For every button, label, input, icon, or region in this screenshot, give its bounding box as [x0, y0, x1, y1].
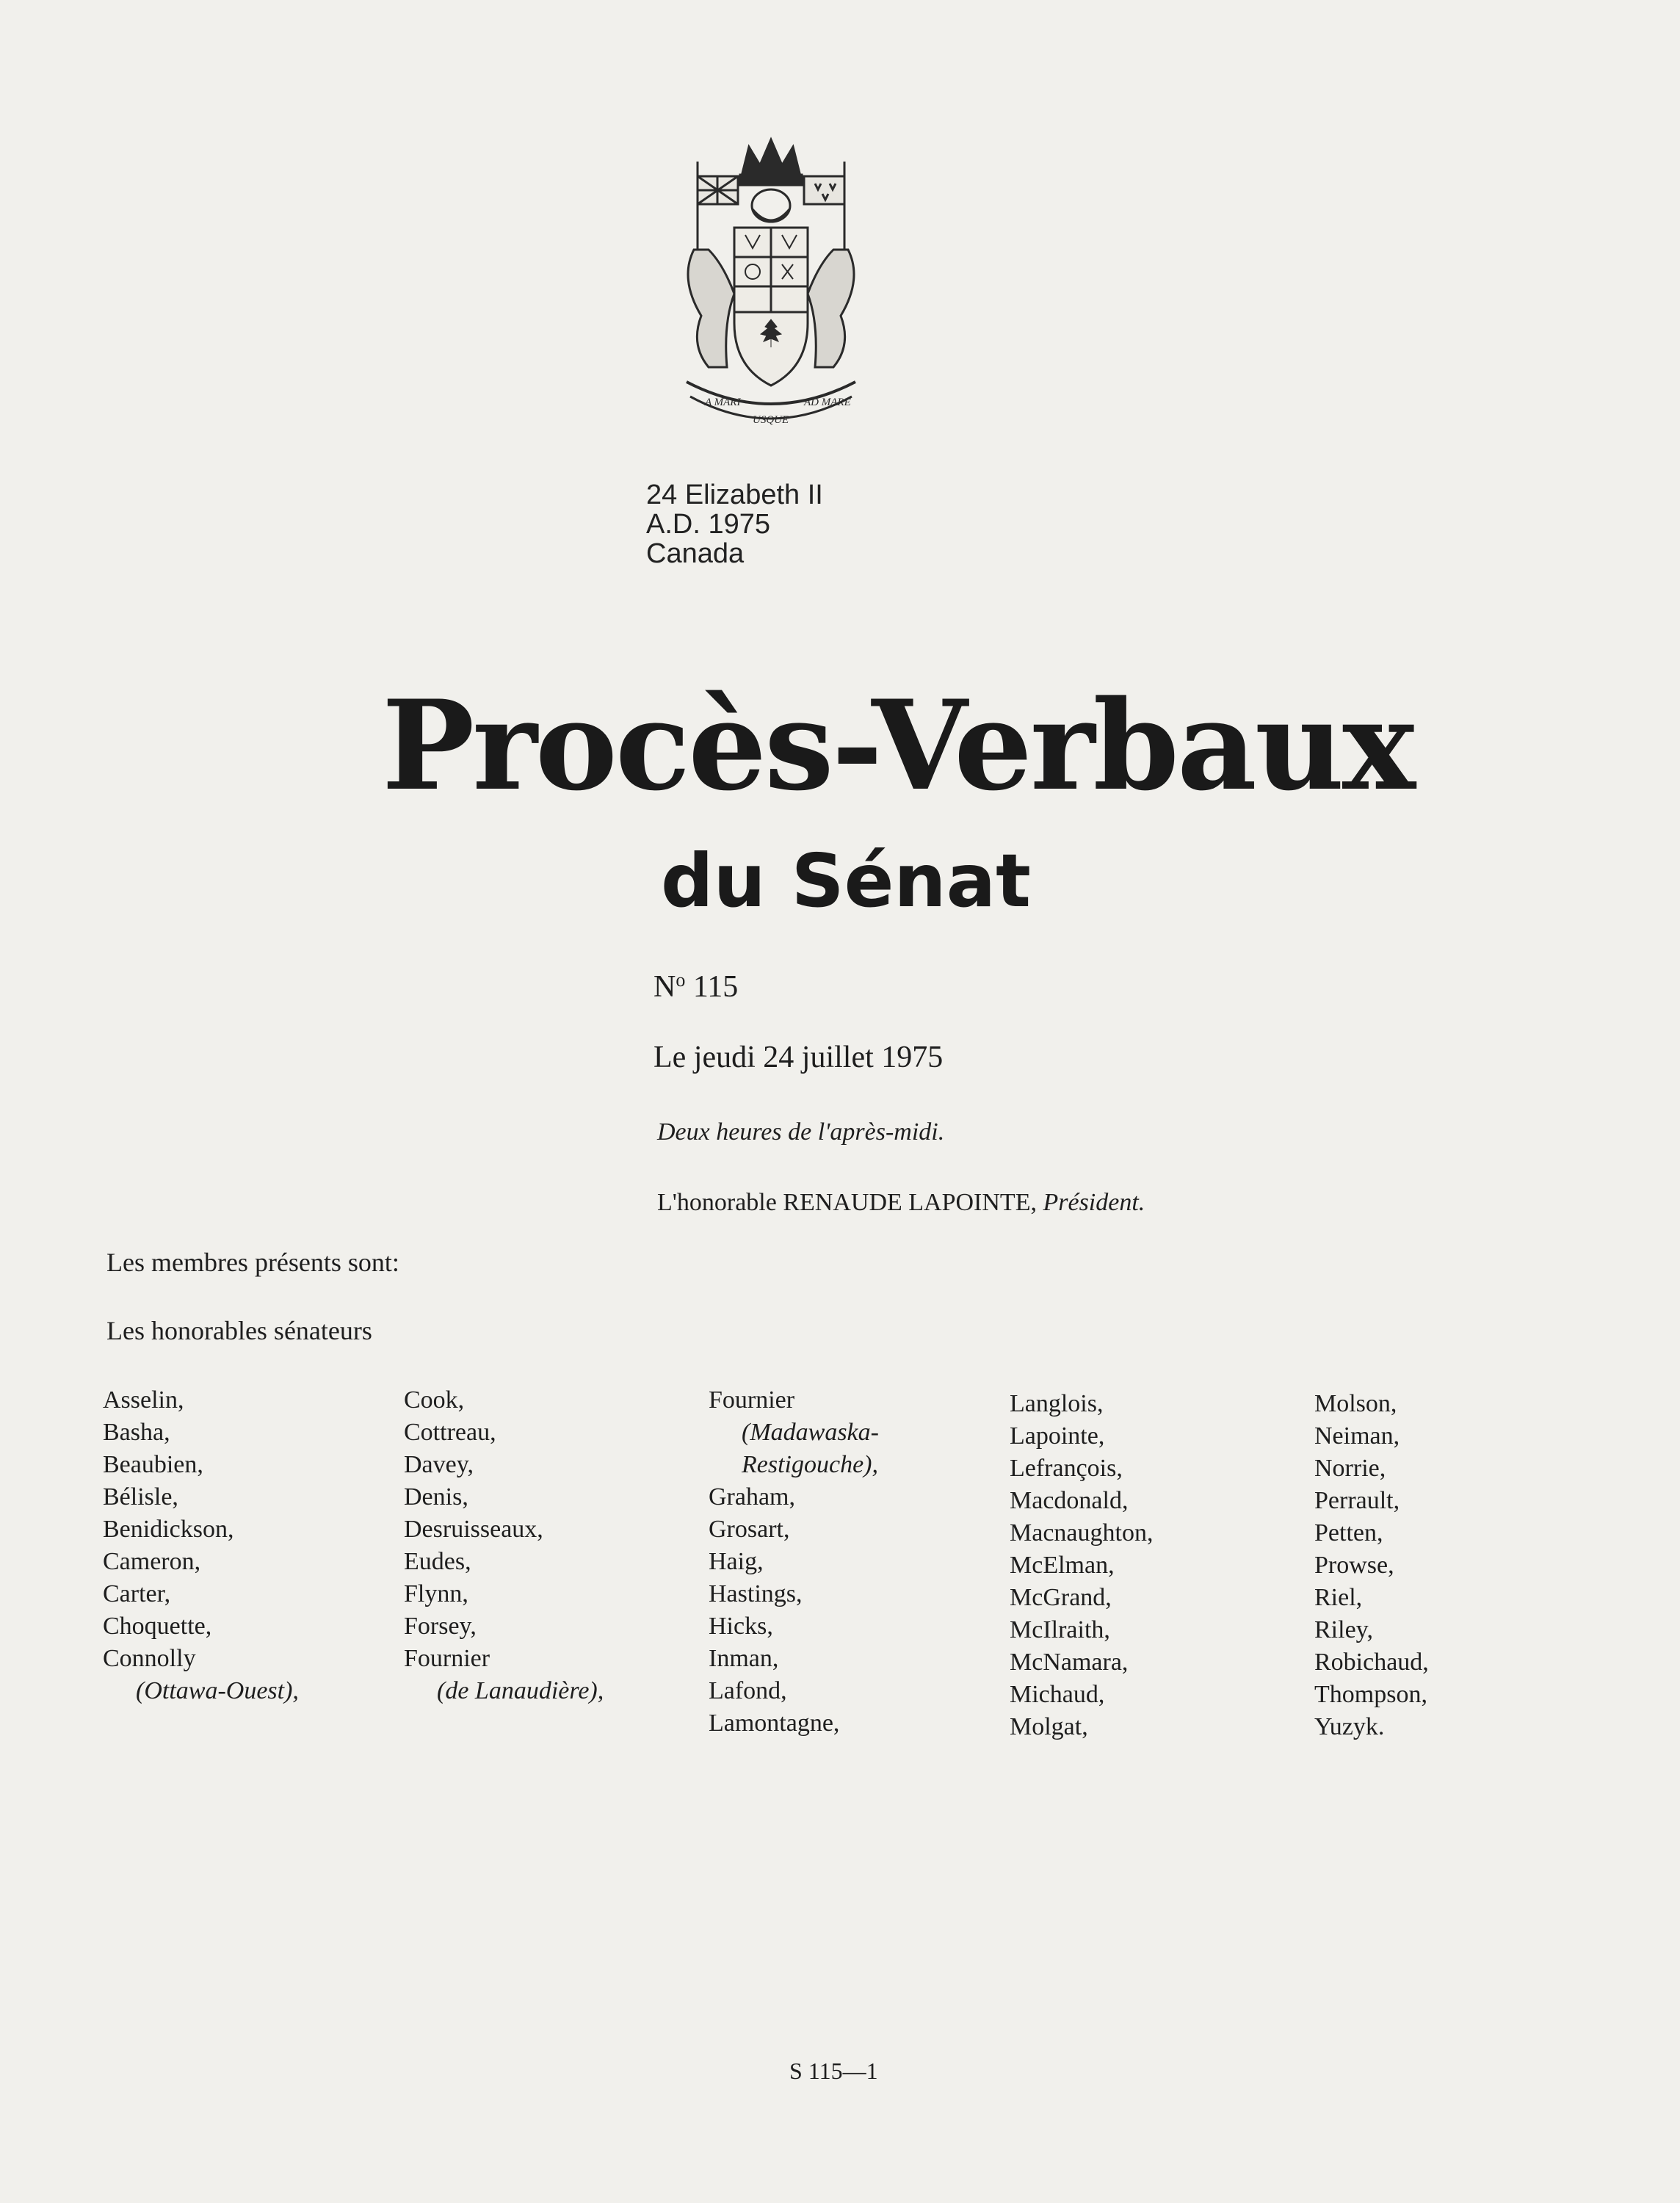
- senator-name: Lefrançois,: [1010, 1455, 1123, 1482]
- senator-name: (Madawaska-: [742, 1419, 879, 1446]
- senator-name: Neiman,: [1314, 1422, 1400, 1450]
- senator-name: McNamara,: [1010, 1649, 1129, 1676]
- senator-name: Lafond,: [709, 1677, 787, 1704]
- senator-name: Asselin,: [103, 1386, 184, 1414]
- senator-name: Michaud,: [1010, 1681, 1105, 1708]
- presiding-speaker: [657, 1188, 1145, 1218]
- senator-name: McGrand,: [1010, 1584, 1112, 1611]
- coat-of-arms-emblem: [665, 132, 877, 441]
- senator-name: Langlois,: [1010, 1390, 1104, 1417]
- senator-name: Beaubien,: [103, 1451, 203, 1478]
- motto-right: AD MARE: [804, 397, 851, 408]
- senator-name: Choquette,: [103, 1613, 212, 1640]
- senator-name: Hicks,: [709, 1613, 773, 1640]
- page-title: Procès-Verbaux: [382, 673, 1414, 818]
- senator-name: Cottreau,: [404, 1419, 496, 1446]
- senator-name: Thompson,: [1314, 1681, 1427, 1708]
- senator-name: Riley,: [1314, 1616, 1373, 1643]
- senators-column-4: [1010, 1388, 1153, 1743]
- senators-column-2: [404, 1384, 604, 1707]
- senators-column-1: [103, 1384, 299, 1707]
- session-date: Le jeudi 24 juillet 1975: [653, 1041, 944, 1074]
- senator-name: Haig,: [709, 1548, 764, 1575]
- issue-number-value: 115: [685, 970, 739, 1004]
- senator-name: Macnaughton,: [1010, 1519, 1154, 1547]
- page-subtitle: du Sénat: [661, 838, 1031, 924]
- senator-name: Fournier: [709, 1386, 795, 1414]
- senator-name: Inman,: [709, 1645, 779, 1672]
- senator-name: Cameron,: [103, 1548, 201, 1575]
- senator-name: Desruisseaux,: [404, 1516, 543, 1543]
- senator-name: McIlraith,: [1010, 1616, 1110, 1643]
- senator-name: Norrie,: [1314, 1455, 1386, 1482]
- senator-name: Flynn,: [404, 1580, 468, 1607]
- senator-name: Macdonald,: [1010, 1487, 1129, 1514]
- senator-name: Robichaud,: [1314, 1649, 1429, 1676]
- senator-name: Basha,: [103, 1419, 170, 1446]
- senator-name: Grosart,: [709, 1516, 790, 1543]
- senator-name: Fournier: [404, 1645, 490, 1672]
- senator-name: Benidickson,: [103, 1516, 234, 1543]
- issue-number: [653, 962, 738, 1005]
- issue-number-suffix: o: [676, 969, 686, 991]
- senator-name: Prowse,: [1314, 1552, 1394, 1579]
- speaker-role: Président.: [1043, 1189, 1145, 1216]
- speaker-name: L'honorable RENAUDE LAPOINTE,: [657, 1189, 1037, 1216]
- motto-center: USQUE: [753, 414, 789, 426]
- senators-column-5: [1314, 1388, 1429, 1743]
- senator-name: Connolly: [103, 1645, 196, 1672]
- senator-name: Lamontagne,: [709, 1710, 840, 1737]
- senator-name: Molson,: [1314, 1390, 1397, 1417]
- senator-name: Hastings,: [709, 1580, 803, 1607]
- senator-name: Eudes,: [404, 1548, 471, 1575]
- senators-column-3: [709, 1384, 879, 1740]
- senator-name: Molgat,: [1010, 1713, 1088, 1740]
- ad-year: A.D. 1975: [646, 509, 770, 540]
- senator-name: (de Lanaudière),: [437, 1677, 604, 1704]
- motto-left: A MARI: [705, 397, 741, 408]
- senator-name: Denis,: [404, 1483, 468, 1511]
- senator-name: Graham,: [709, 1483, 796, 1511]
- senator-name: McElman,: [1010, 1552, 1115, 1579]
- page-number: S 115—1: [789, 2058, 878, 2084]
- country: Canada: [646, 538, 745, 569]
- senator-name: Forsey,: [404, 1613, 477, 1640]
- senator-name: Petten,: [1314, 1519, 1383, 1547]
- senator-name: Yuzyk.: [1314, 1713, 1385, 1740]
- senator-name: Davey,: [404, 1451, 474, 1478]
- senator-name: Lapointe,: [1010, 1422, 1105, 1450]
- senator-name: Riel,: [1314, 1584, 1363, 1611]
- senator-name: Bélisle,: [103, 1483, 178, 1511]
- issue-number-prefix: N: [653, 970, 676, 1004]
- senator-name: Restigouche),: [742, 1451, 878, 1478]
- senators-heading: Les honorables sénateurs: [106, 1316, 372, 1345]
- members-present-heading: Les membres présents sont:: [106, 1248, 399, 1277]
- regnal-year: 24 Elizabeth II: [646, 480, 823, 510]
- senator-name: (Ottawa-Ouest),: [136, 1677, 299, 1704]
- senator-name: Carter,: [103, 1580, 171, 1607]
- senator-name: Cook,: [404, 1386, 465, 1414]
- sitting-time: Deux heures de l'après-midi.: [657, 1118, 945, 1146]
- senator-name: Perrault,: [1314, 1487, 1400, 1514]
